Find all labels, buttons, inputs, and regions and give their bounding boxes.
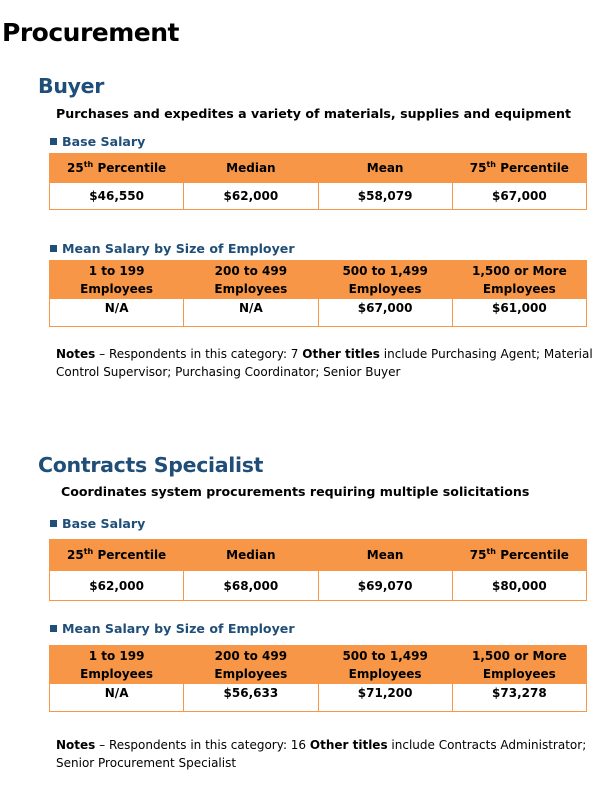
notes-text: – Respondents in this category: 16 <box>95 738 310 752</box>
header-500-to-1499: 500 to 1,499 Employees <box>318 261 452 299</box>
size-of-employer-label: Mean Salary by Size of Employer <box>62 621 295 636</box>
value-median: $62,000 <box>184 183 318 210</box>
table-row <box>50 183 587 210</box>
notes-label: Notes <box>56 347 96 361</box>
job-description: Coordinates system procurements requiring multiple solicitations <box>61 484 530 499</box>
size-of-employer-table <box>49 260 587 327</box>
table-header-row <box>50 154 587 183</box>
job-description: Purchases and expedites a variety of materials, supplies and equipment <box>56 106 572 121</box>
header-75th-percentile: 75th Percentile <box>452 540 586 571</box>
other-titles-label: Other titles <box>309 738 388 752</box>
header-75th-percentile: 75th Percentile <box>452 154 586 183</box>
notes-label: Notes <box>56 738 96 752</box>
other-titles-text: include Contracts Administrator; Senior Procurement Specialist <box>56 738 587 770</box>
other-titles-label: Other titles <box>302 347 380 361</box>
base-salary-label: Base Salary <box>62 134 146 149</box>
base-salary-table <box>49 539 587 601</box>
value-500-to-1499: $71,200 <box>318 684 452 712</box>
value-1500-or-more: $61,000 <box>452 299 586 327</box>
square-bullet-icon <box>50 520 57 527</box>
base-salary-heading <box>50 516 145 531</box>
table-row <box>50 684 587 712</box>
value-500-to-1499: $67,000 <box>318 299 452 327</box>
header-mean: Mean <box>318 154 452 183</box>
header-1500-or-more: 1,500 or More Employees <box>452 261 586 299</box>
size-of-employer-table <box>49 645 587 712</box>
value-75th-percentile: $80,000 <box>452 571 586 601</box>
value-1-to-199: N/A <box>50 684 184 712</box>
header-200-to-499: 200 to 499 Employees <box>184 261 318 299</box>
base-salary-label: Base Salary <box>62 516 146 531</box>
value-median: $68,000 <box>184 571 318 601</box>
value-75th-percentile: $67,000 <box>452 183 586 210</box>
job-title: Buyer <box>38 74 105 98</box>
value-1-to-199: N/A <box>50 299 184 327</box>
value-200-to-499: N/A <box>184 299 318 327</box>
header-500-to-1499: 500 to 1,499 Employees <box>318 646 452 684</box>
table-header-row <box>50 540 587 571</box>
header-25th-percentile: 25th Percentile <box>50 154 184 183</box>
header-1-to-199: 1 to 199 Employees <box>50 646 184 684</box>
header-1-to-199: 1 to 199 Employees <box>50 261 184 299</box>
header-mean: Mean <box>318 540 452 571</box>
base-salary-table <box>49 153 587 210</box>
size-of-employer-heading <box>50 241 295 256</box>
other-titles-text: include Purchasing Agent; Material Control Supervisor; Purchasing Coordinator; Senior Buyer <box>56 347 593 379</box>
size-of-employer-heading <box>50 621 295 636</box>
square-bullet-icon <box>50 625 57 632</box>
table-header-row <box>50 646 587 684</box>
value-mean: $69,070 <box>318 571 452 601</box>
size-of-employer-label: Mean Salary by Size of Employer <box>62 241 295 256</box>
value-25th-percentile: $62,000 <box>50 571 184 601</box>
page-title: Procurement <box>2 18 179 47</box>
notes-text: – Respondents in this category: 7 <box>95 347 303 361</box>
value-200-to-499: $56,633 <box>184 684 318 712</box>
value-1500-or-more: $73,278 <box>452 684 586 712</box>
notes <box>56 345 596 381</box>
header-median: Median <box>184 540 318 571</box>
square-bullet-icon <box>50 138 57 145</box>
value-25th-percentile: $46,550 <box>50 183 184 210</box>
notes <box>56 736 596 772</box>
header-25th-percentile: 25th Percentile <box>50 540 184 571</box>
table-row <box>50 571 587 601</box>
header-median: Median <box>184 154 318 183</box>
header-200-to-499: 200 to 499 Employees <box>184 646 318 684</box>
base-salary-heading <box>50 134 145 149</box>
square-bullet-icon <box>50 245 57 252</box>
job-title: Contracts Specialist <box>38 453 264 477</box>
value-mean: $58,079 <box>318 183 452 210</box>
header-1500-or-more: 1,500 or More Employees <box>452 646 586 684</box>
table-row <box>50 299 587 327</box>
table-header-row <box>50 261 587 299</box>
